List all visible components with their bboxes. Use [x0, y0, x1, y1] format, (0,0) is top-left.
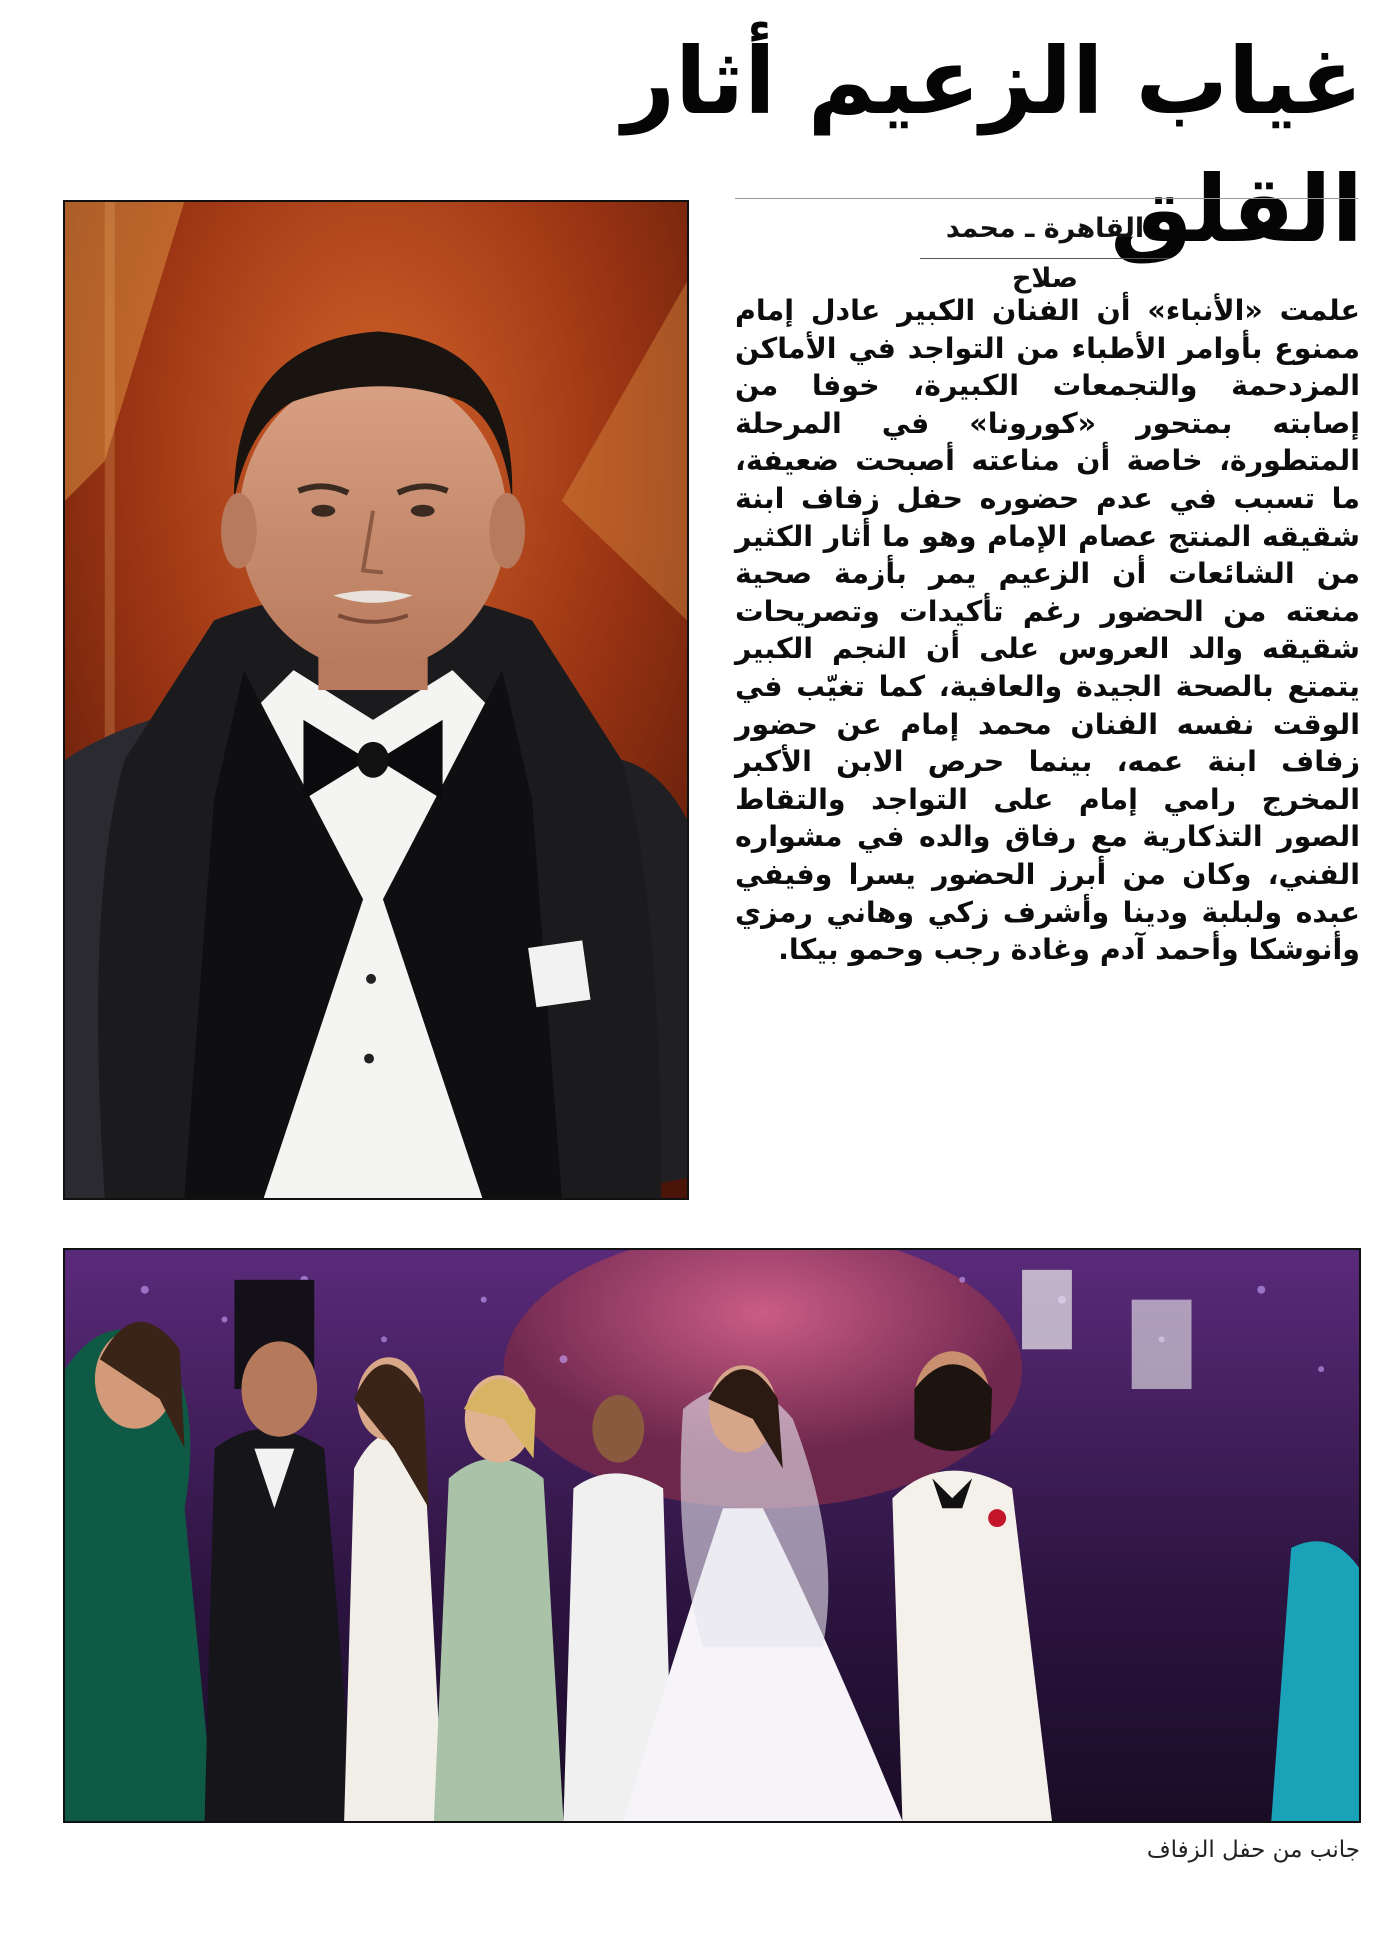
wedding-photo	[63, 1248, 1361, 1823]
article-body: علمت «الأنباء» أن الفنان الكبير عادل إمام ممنوع بأوامر الأطباء من التواجد في الأماكن المزدحمة والتجمعات الكبيرة، خوفا من إصابته بمتحور «كورونا» في المرحلة المتطورة، خاصة أن مناعته أصبحت ضعيفة، ما تسبب في عدم حضوره حفل زفاف ابنة شقيقه المنتج عصام الإمام وهو ما أثار الكثير من الشائعات أن الزعيم يمر بأزمة صحية منعته من الحضور رغم تأكيدات وتصريحات شقيقه والد العروس على أن النجم الكبير يتمتع بالصحة الجيدة والعافية، كما تغيّب في الوقت نفسه الفنان محمد إمام عن حضور زفاف ابنة عمه، بينما حرص الابن الأكبر المخرج رامي إمام على التواجد والتقاط الصور التذكارية مع رفاق والده في مشواره الفني، وكان من أبرز الحضور يسرا وفيفي عبده ولبلبة ودينا وأشرف زكي وهاني رمزي وأنوشكا وأحمد آدم وغادة رجب وحمو بيكا.	[735, 294, 1360, 967]
photo-caption: جانب من حفل الزفاف	[1146, 1837, 1360, 1863]
top-divider	[735, 198, 1358, 199]
headline: غياب الزعيم أثار القلق	[622, 28, 1363, 263]
wedding-illustration	[65, 1250, 1359, 1821]
byline: القاهرة ـ محمد صلاح	[945, 213, 1145, 294]
byline-underline	[920, 258, 1170, 259]
portrait-illustration	[65, 202, 687, 1198]
portrait-photo	[63, 200, 689, 1200]
